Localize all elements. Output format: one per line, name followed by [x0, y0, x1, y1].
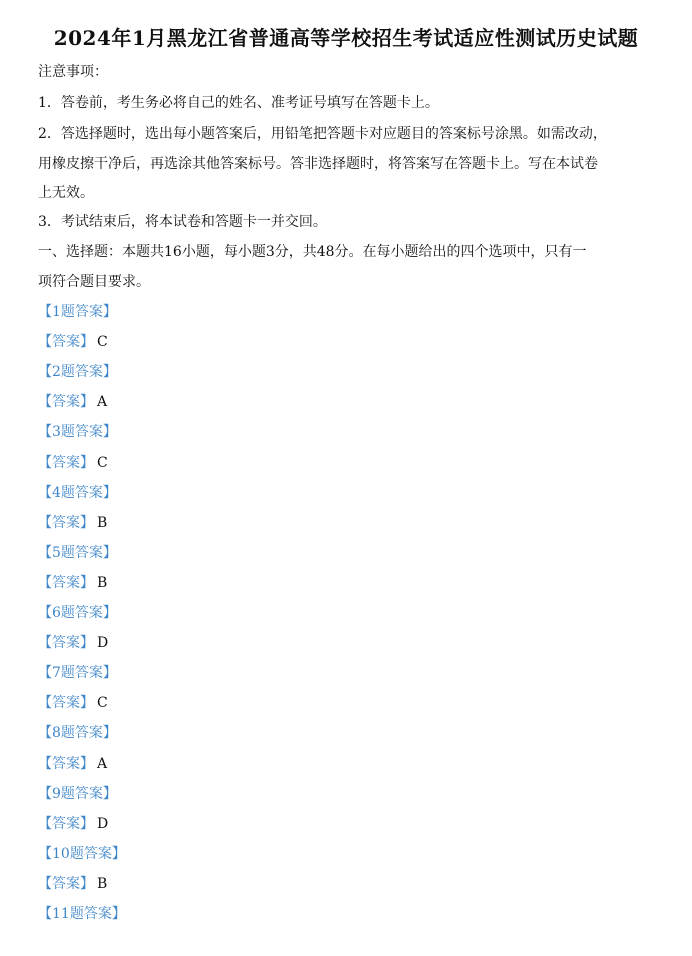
answer-value: A — [97, 755, 108, 772]
notice-line-1: 1．答卷前，考生务必将自己的姓名、准考证号填写在答题卡上。 — [38, 95, 439, 111]
answer-label: 【答案】 — [38, 875, 94, 892]
answer-label: 【答案】 — [38, 695, 94, 712]
answer-value: B — [97, 875, 108, 892]
answer-value: B — [97, 574, 108, 591]
answer-line — [38, 453, 108, 473]
question-answer-header: 【4题答案】 — [38, 484, 117, 501]
answer-line — [38, 874, 107, 894]
notice-line-3: 3．考试结束后，将本试卷和答题卡一并交回。 — [38, 214, 327, 230]
answer-label: 【答案】 — [38, 755, 94, 772]
answer-line — [38, 693, 108, 713]
answer-line — [38, 633, 108, 653]
answer-label: 【答案】 — [38, 334, 94, 351]
answer-line — [38, 332, 108, 352]
question-answer-header: 【9题答案】 — [38, 785, 117, 802]
question-answer-header: 【1题答案】 — [38, 304, 117, 320]
question-answer-header: 【8题答案】 — [38, 725, 117, 742]
notice-heading: 注意事项： — [38, 64, 108, 80]
answer-value: D — [97, 815, 109, 832]
answer-line — [38, 814, 108, 834]
question-answer-header: 【3题答案】 — [38, 424, 117, 441]
answer-value: C — [97, 454, 108, 471]
answer-line — [38, 754, 107, 774]
answer-label: 【答案】 — [38, 454, 94, 471]
notice-line-2-cont: 用橡皮擦干净后，再选涂其他答案标号。答非选择题时，将答案写在答题卡上。写在本试卷 — [38, 156, 598, 172]
answer-value: B — [97, 514, 108, 531]
notice-line-2: 2．答选择题时，选出每小题答案后，用铅笔把答题卡对应题目的答案标号涂黑。如需改动， — [38, 126, 607, 142]
answer-line — [38, 392, 107, 412]
question-answer-header: 【10题答案】 — [38, 845, 126, 862]
answer-label: 【答案】 — [38, 574, 94, 591]
section-heading: 一、选择题：本题共16小题，每小题3分，共48分。在每小题给出的四个选项中，只有一 — [38, 244, 587, 260]
question-answer-header: 【11题答案】 — [38, 906, 126, 922]
answer-label: 【答案】 — [38, 635, 94, 652]
answer-value: D — [97, 635, 109, 652]
answer-label: 【答案】 — [38, 514, 94, 531]
answer-label: 【答案】 — [38, 394, 94, 411]
answer-label: 【答案】 — [38, 815, 94, 832]
answer-value: C — [97, 695, 108, 712]
document-title: 2024年1月黑龙江省普通高等学校招生考试适应性测试历史试题 — [53, 26, 639, 50]
notice-line-2-end: 上无效。 — [38, 185, 94, 201]
question-answer-header: 【6题答案】 — [38, 605, 117, 621]
question-answer-header: 【5题答案】 — [38, 544, 117, 561]
answer-line — [38, 573, 107, 593]
answer-value: C — [97, 334, 108, 351]
answer-line — [38, 513, 107, 533]
section-heading-cont: 项符合题目要求。 — [38, 274, 150, 290]
question-answer-header: 【7题答案】 — [38, 665, 117, 682]
answer-value: A — [97, 394, 108, 411]
question-answer-header: 【2题答案】 — [38, 364, 117, 381]
